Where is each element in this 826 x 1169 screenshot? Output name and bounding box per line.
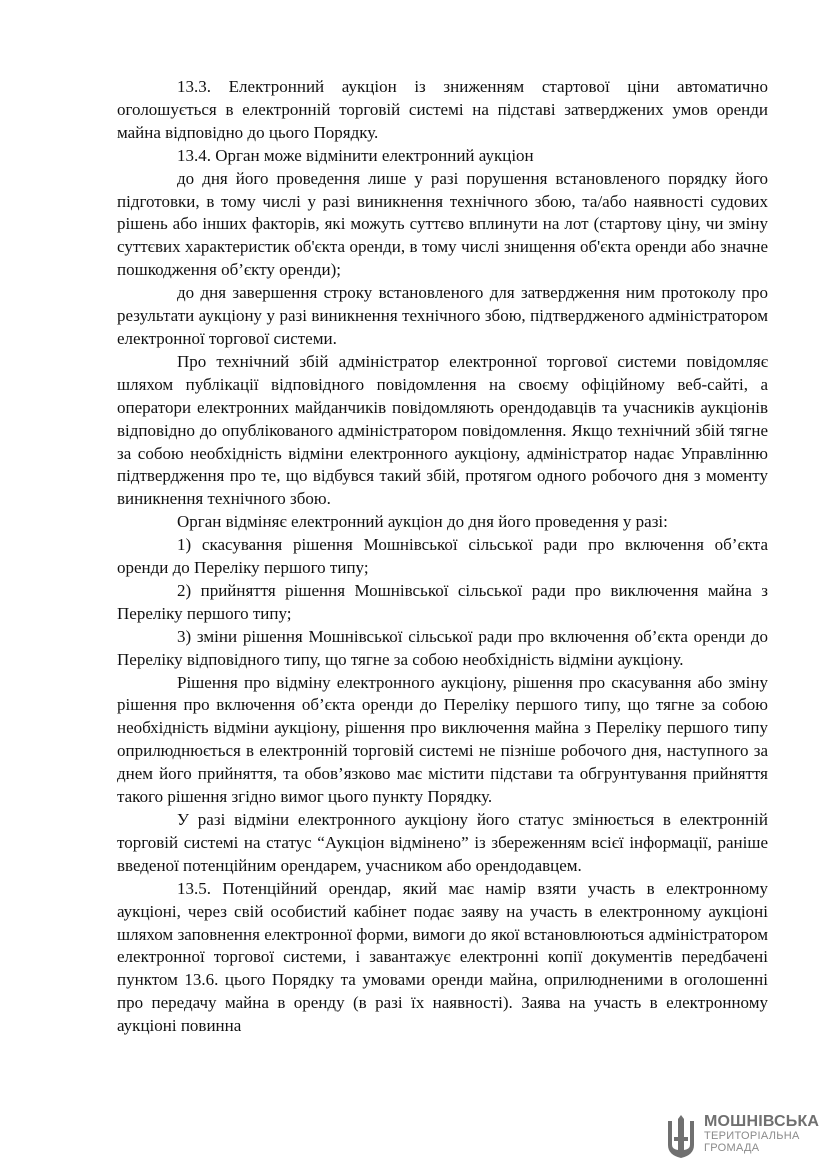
paragraph-technical-failure: Про технічний збій адміністратор електронної торгової системи повідомляє шляхом публікації відповідного повідомлення на своєму офіційному веб-сайті, а оператори електронних майданчиків повідомляють орендодавців та учасників аукціонів відповідно до опублікованого адміністратором повідомлення. Якщо технічний збій тягне за собою необхідність відміни електронного аукціону, адміністратор надає Управлінню підтвердження про те, що відбувся такий збій, протягом одного робочого дня з моменту виникнення технічного збою. [117,351,768,509]
paragraph-before-protocol: до дня завершення строку встановленого для затвердження ним протоколу про результати аукціону у разі виникнення технічного збою, підтвердженого адміністратором електронної торгової системи. [117,283,768,348]
paragraph-status-change: У разі відміни електронного аукціону його статус змінюється в електронній торговій системі на статус “Аукціон відмінено” із збереженням всієї інформації, раніше введеної потенційним орендарем, учасником або орендодавцем. [117,810,768,875]
paragraph-cancellation-decision: Рішення про відміну електронного аукціону, рішення про скасування або зміну рішення про включення об’єкта оренди до Переліку першого типу, що тягне за собою необхідність відміни аукціону, рішення про виключення майна з Переліку першого типу оприлюднюється в електронній торговій системі не пізніше робочого дня, наступного за днем його прийняття, та обов’язково має містити підстави та обгрунтування прийняття такого рішення згідно вимог цього пункту Порядку. [117,672,768,807]
document-body [117,76,768,1038]
paragraph-cancellation-cases: Орган відміняє електронний аукціон до дня його проведення у разі: [177,512,668,532]
paragraph-before-auction: до дня його проведення лише у разі порушення встановленого порядку його підготовки, в тому числі у разі виникнення технічного збою, та/або наявності судових рішень або інших факторів, які можуть суттєво вплинути на лот (стартову ціну, чи зміну суттєвих характеристик об'єкта оренди, в тому числі знищення об'єкта оренди або значне пошкодження об’єкту оренди); [117,168,768,280]
logo-line-3: ГРОМАДА [704,1142,760,1154]
community-logo [666,1113,820,1161]
paragraph-13-3: 13.3. Електронний аукціон із зниженням стартової ціни автоматично оголошується в електронній торговій системі на підставі затверджених умов оренди майна відповідно до цього Порядку. [117,77,768,142]
paragraph-13-4: 13.4. Орган може відмінити електронний аукціон [177,145,534,165]
trident-icon [666,1115,696,1159]
list-item-2: 2) прийняття рішення Мошнівської сільської ради про виключення майна з Переліку першого типу; [117,580,768,623]
paragraph-13-5: 13.5. Потенційний орендар, який має намір взяти участь в електронному аукціоні, через свій особистий кабінет подає заяву на участь в електронному аукціоні шляхом заповнення електронної форми, вимоги до якої встановлюються адміністратором електронної торгової системи, і завантажує електронні копії документів передбачені пунктом 13.6. цього Порядку та умовами оренди майна, оприлюдненими в оголошенні про передачу майна в оренду (в разі їх наявності). Заява на участь в електронному аукціоні повинна [117,878,768,1036]
list-item-1: 1) скасування рішення Мошнівської сільської ради про включення об’єкта оренди до Переліку першого типу; [117,535,768,578]
logo-line-1: МОШНІВСЬКА [704,1113,820,1130]
logo-line-2: ТЕРИТОРІАЛЬНА [704,1130,800,1142]
list-item-3: 3) зміни рішення Мошнівської сільської ради про включення об’єкта оренди до Переліку відповідного типу, що тягне за собою необхідність відміни аукціону. [117,626,768,669]
